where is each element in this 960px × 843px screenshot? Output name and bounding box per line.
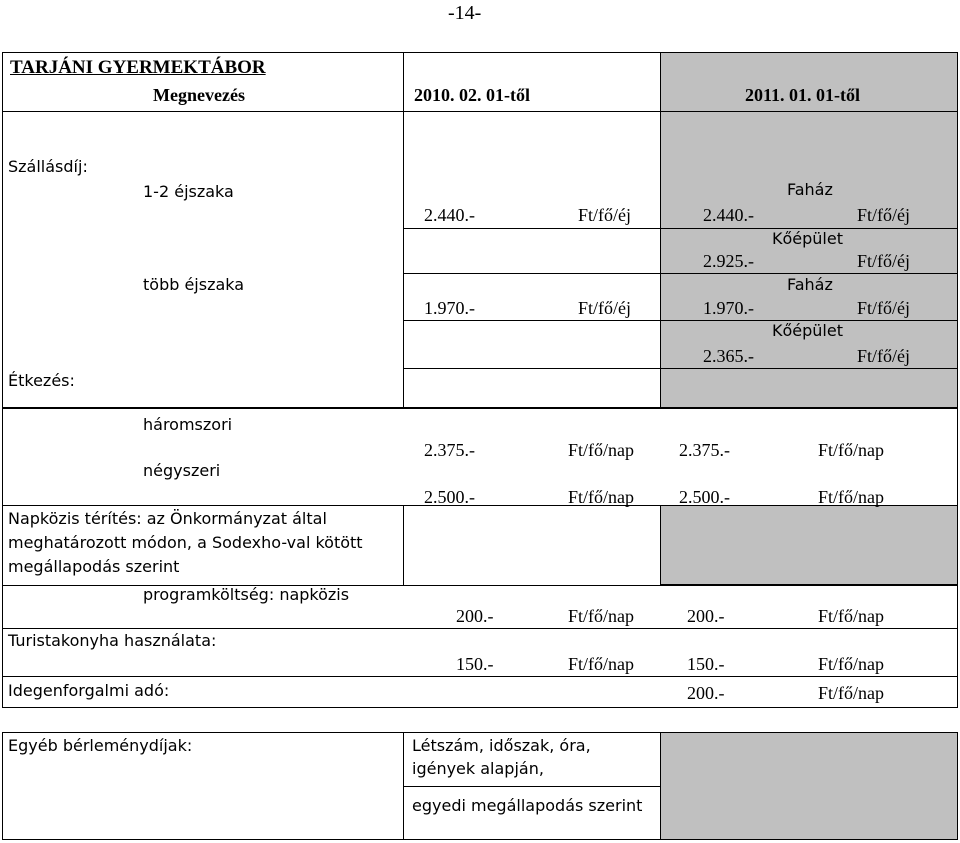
price-2011: 200.-: [687, 606, 725, 626]
fahaz-unit: Ft/fő/éj: [857, 205, 910, 225]
etkezes-row-label: háromszori: [143, 415, 233, 434]
idegenforgalmi-label: Idegenforgalmi adó:: [8, 681, 170, 700]
price-2010: 150.-: [456, 654, 494, 674]
fahaz-price: 2.440.-: [703, 205, 754, 225]
fahaz-price: 1.970.-: [703, 298, 754, 318]
row-1-2-ejszaka-label: 1-2 éjszaka: [143, 182, 234, 201]
unit-2011: Ft/fő/nap: [818, 487, 884, 507]
price-2010: 2.375.-: [424, 440, 475, 460]
price-2011: 2.500.-: [679, 487, 730, 507]
napkozis-text: Napközis térítés: az Önkormányzat által: [8, 509, 327, 528]
unit-2010: Ft/fő/nap: [568, 487, 634, 507]
napkozis-text: meghatározott módon, a Sodexho-val kötött: [8, 533, 363, 552]
unit-2011: Ft/fő/nap: [818, 683, 884, 703]
szallas-label: Szállásdíj:: [8, 157, 88, 176]
etkezes-row-label: négyszeri: [143, 461, 221, 480]
unit-2010: Ft/fő/éj: [578, 205, 631, 225]
fahaz-label: Faház: [787, 275, 833, 294]
fahaz-unit: Ft/fő/éj: [857, 298, 910, 318]
egyeb-text: igények alapján,: [412, 759, 544, 778]
price-2010: 1.970.-: [424, 298, 475, 318]
koepulet-unit: Ft/fő/éj: [857, 346, 910, 366]
koepulet-label: Kőépület: [772, 229, 843, 248]
unit-2010: Ft/fő/éj: [578, 298, 631, 318]
fahaz-label: Faház: [787, 180, 833, 199]
header-name: Megnevezés: [153, 85, 245, 105]
unit-2010: Ft/fő/nap: [568, 606, 634, 626]
price-2010: 2.500.-: [424, 487, 475, 507]
header-2010: 2010. 02. 01-től: [414, 85, 530, 105]
unit-2011: Ft/fő/nap: [818, 606, 884, 626]
egyeb-label: Egyéb bérleménydíjak:: [8, 736, 193, 755]
row-tobb-ejszaka-label: több éjszaka: [143, 275, 245, 294]
koepulet-price: 2.365.-: [703, 346, 754, 366]
turistakonyha-label: Turistakonyha használata:: [8, 631, 217, 650]
price-2011: 2.375.-: [679, 440, 730, 460]
egyeb-text: egyedi megállapodás szerint: [412, 796, 643, 815]
unit-2011: Ft/fő/nap: [818, 440, 884, 460]
page-title: TARJÁNI GYERMEKTÁBOR: [10, 57, 266, 78]
price-2011: 200.-: [687, 683, 725, 703]
price-2010: 2.440.-: [424, 205, 475, 225]
price-2010: 200.-: [456, 606, 494, 626]
page-number: -14-: [448, 2, 482, 24]
unit-2010: Ft/fő/nap: [568, 440, 634, 460]
unit-2011: Ft/fő/nap: [818, 654, 884, 674]
koepulet-price: 2.925.-: [703, 251, 754, 271]
koepulet-label: Kőépület: [772, 321, 843, 340]
unit-2010: Ft/fő/nap: [568, 654, 634, 674]
koepulet-unit: Ft/fő/éj: [857, 251, 910, 271]
price-2011: 150.-: [687, 654, 725, 674]
header-2011: 2011. 01. 01-től: [745, 85, 860, 105]
etkezes-label: Étkezés:: [8, 371, 75, 390]
egyeb-text: Létszám, időszak, óra,: [412, 736, 591, 755]
program-label: programköltség: napközis: [143, 585, 350, 604]
napkozis-text: megállapodás szerint: [8, 557, 180, 576]
